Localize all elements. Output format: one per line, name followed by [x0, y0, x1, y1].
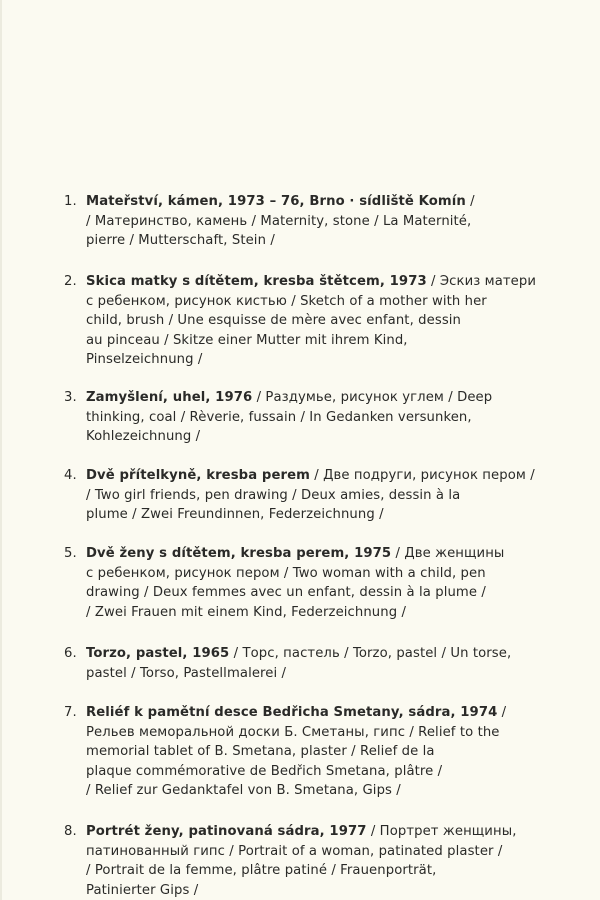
list-item — [64, 192, 475, 251]
entry-line: / Zwei Frauen mit einem Kind, Federzeichnung / — [86, 604, 407, 620]
list-item — [64, 544, 504, 622]
entry-line: / Портрет женщины, — [366, 824, 517, 839]
entry-line: pastel / Torso, Pastellmalerei / — [86, 665, 287, 681]
entry-number: 4. — [64, 468, 77, 483]
entry-text — [86, 192, 475, 251]
entry-line: патинованный гипс / Portrait of a woman, patinated plaster / — [86, 843, 503, 859]
entry-line: / Две подруги, рисунок пером / — [309, 468, 535, 483]
entry-line: Patinierter Gips / — [86, 882, 199, 898]
entry-line: thinking, coal / Rèverie, fussain / In Gedanken versunken, — [86, 409, 472, 425]
entry-line: plaque commémorative de Bedřich Smetana, plâtre / — [86, 763, 443, 779]
entry-line: child, brush / Une esquisse de mère avec enfant, dessin — [86, 313, 462, 329]
entry-number: 8. — [64, 824, 77, 839]
entry-text — [86, 703, 506, 801]
entry-title: Mateřství, kámen, 1973 – 76, Brno · sídliště Komín — [86, 194, 466, 209]
entry-line: / Portrait de la femme, plâtre patiné / Frauenporträt, — [86, 863, 437, 879]
entry-line: Рельев меморальной доски Б. Сметаны, гипс / Relief to the — [86, 724, 500, 740]
entry-number: 5. — [64, 546, 77, 561]
entry-line: / Two girl friends, pen drawing / Deux amies, dessin à la — [86, 487, 461, 503]
entry-line: pierre / Mutterschaft, Stein / — [86, 233, 275, 249]
entry-line: / — [465, 194, 475, 209]
entry-line: drawing / Deux femmes avec un enfant, dessin à la plume / — [86, 585, 486, 601]
entry-line: / Эскиз матери — [426, 274, 537, 289]
entry-title: Dvě přítelkyně, kresba perem — [86, 468, 310, 483]
entry-title: Skica matky s dítětem, kresba štětcem, 1973 — [86, 274, 427, 289]
entry-text — [86, 544, 504, 622]
list-item — [64, 644, 511, 683]
entry-line: / Relief zur Gedanktafel von B. Smetana, Gips / — [86, 783, 401, 799]
list-item — [64, 466, 535, 525]
entry-line: / Две женщины — [391, 546, 505, 561]
entry-line: Pinselzeichnung / — [86, 352, 203, 368]
entry-line: / Торс, пастель / Torzo, pastel / Un torse, — [229, 646, 512, 661]
list-item — [64, 703, 506, 801]
entry-line: / Материнство, камень / Maternity, stone / La Maternité, — [86, 213, 472, 229]
entry-number: 6. — [64, 646, 77, 661]
entry-line: au pinceau / Skitze einer Mutter mit ihrem Kind, — [86, 332, 408, 348]
entry-line: plume / Zwei Freundinnen, Federzeichnung / — [86, 507, 384, 523]
entry-number: 7. — [64, 705, 77, 720]
entry-number: 1. — [64, 194, 77, 209]
page-edge-shadow — [0, 0, 2, 900]
entry-text — [86, 644, 511, 683]
entry-line: memorial tablet of B. Smetana, plaster / Relief de la — [86, 744, 435, 760]
entry-line: / Раздумье, рисунок углем / Deep — [252, 390, 493, 405]
list-item — [64, 822, 517, 900]
entry-text — [86, 272, 536, 370]
entry-number: 3. — [64, 390, 77, 405]
entry-title: Portrét ženy, patinovaná sádra, 1977 — [86, 824, 367, 839]
entry-title: Zamyšlení, uhel, 1976 — [86, 390, 253, 405]
entry-title: Reliéf k pamětní desce Bedřicha Smetany, sádra, 1974 — [86, 705, 498, 720]
entry-line: / — [497, 705, 507, 720]
entry-line: Kohlezeichnung / — [86, 429, 201, 445]
entry-line: с ребенком, рисунок кистью / Sketch of a mother with her — [86, 293, 487, 309]
entry-line: с ребенком, рисунок пером / Two woman with a child, pen — [86, 565, 486, 581]
entry-text — [86, 388, 492, 447]
entry-number: 2. — [64, 274, 77, 289]
entry-text — [86, 822, 517, 900]
entry-title: Torzo, pastel, 1965 — [86, 646, 230, 661]
list-item — [64, 272, 536, 370]
entry-title: Dvě ženy s dítětem, kresba perem, 1975 — [86, 546, 392, 561]
list-item — [64, 388, 492, 447]
entry-text — [86, 466, 535, 525]
